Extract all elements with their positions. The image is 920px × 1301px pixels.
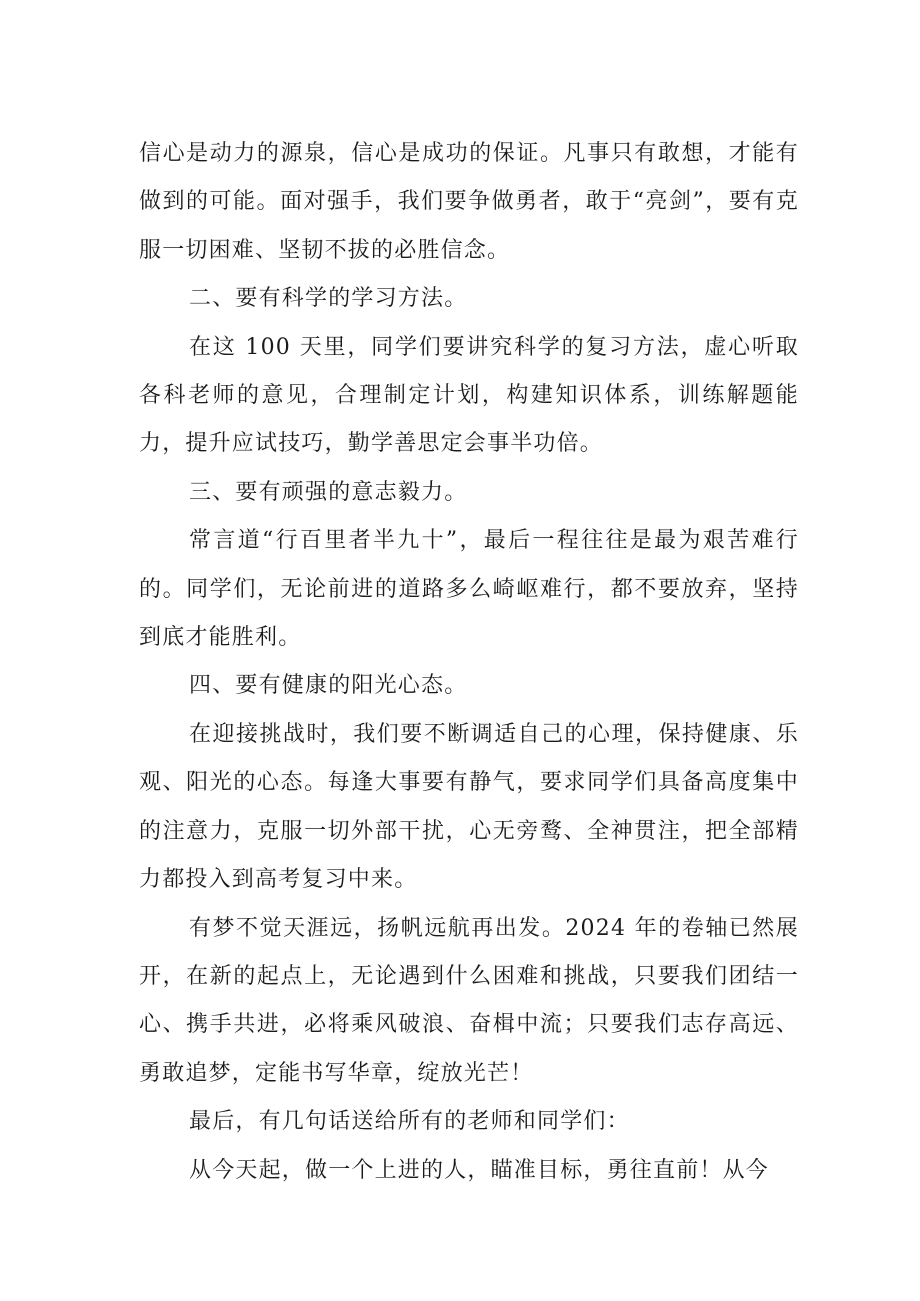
paragraph-text: 在迎接挑战时，我们要不断调适自己的心理，保持健康、乐观、阳光的心态。每逢大事要有静气，要求同学们具备高度集中的注意力，克服一切外部干扰，心无旁鹜、全神贯注，把全部精力都投入到高考复习中来。 — [139, 721, 799, 893]
heading-willpower — [139, 469, 799, 517]
paragraph-closing-words — [139, 1147, 799, 1195]
heading-text: 四、要有健康的阳光心态。 — [189, 673, 468, 699]
paragraph-study-method — [139, 324, 799, 469]
document-body — [139, 130, 799, 1195]
heading-study-method — [139, 275, 799, 323]
paragraph-text: 从今天起，做一个上进的人，瞄准目标，勇往直前！从今 — [189, 1157, 770, 1183]
paragraph-text: 在这 100 天里，同学们要讲究科学的复习方法，虚心听取各科老师的意见，合理制定计划，构建知识体系，训练解题能力，提升应试技巧，勤学善思定会事半功倍。 — [139, 334, 799, 457]
heading-text: 三、要有顽强的意志毅力。 — [189, 479, 468, 505]
paragraph-text: 最后，有几句话送给所有的老师和同学们： — [189, 1109, 630, 1135]
paragraph-text: 信心是动力的源泉，信心是成功的保证。凡事只有敢想，才能有做到的可能。面对强手，我们要争做勇者，敢于“亮剑”，要有克服一切困难、坚韧不拔的必胜信念。 — [139, 141, 799, 263]
paragraph-text: 有梦不觉天涯远，扬帆远航再出发。2024 年的卷轴已然展开，在新的起点上，无论遇到什么困难和挑战，只要我们团结一心、携手共进，必将乘风破浪、奋楫中流；只要我们志存高远、勇敢追梦，定能书写华章，绽放光芒！ — [139, 915, 799, 1086]
heading-mindset — [139, 662, 799, 710]
paragraph-confidence — [139, 130, 799, 275]
paragraph-mindset — [139, 711, 799, 905]
paragraph-willpower — [139, 517, 799, 662]
paragraph-closing-intro — [139, 1098, 799, 1146]
heading-text: 二、要有科学的学习方法。 — [189, 286, 468, 312]
paragraph-text: 常言道“行百里者半九十”，最后一程往往是最为艰苦难行的。同学们，无论前进的道路多么崎岖难行，都不要放弃，坚持到底才能胜利。 — [139, 528, 799, 651]
paragraph-dream — [139, 905, 799, 1099]
